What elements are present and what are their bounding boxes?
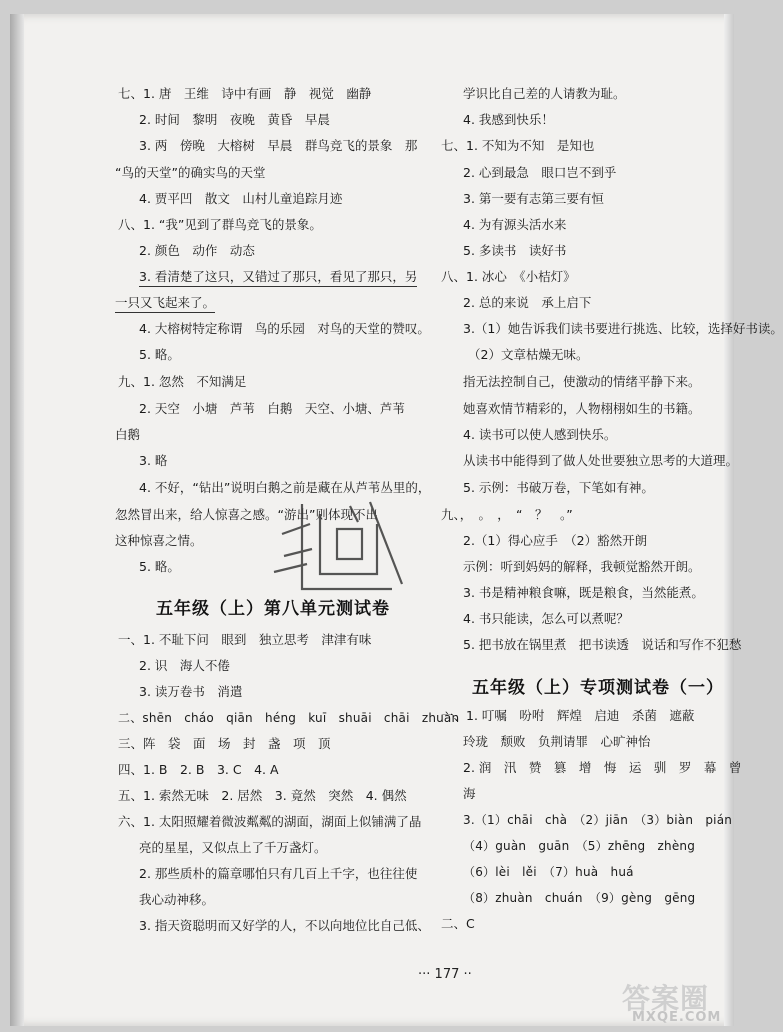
watermark-url: MXQE.COM [632, 1010, 722, 1025]
answer-line: 4. 为有源头活水来 [463, 217, 567, 232]
answer-line: 2. 颜色 动作 动态 [139, 243, 255, 258]
answer-line: 一、1. 叮嘱 吩咐 辉煌 启迪 杀菌 遮蔽 [441, 708, 695, 723]
answer-line: 示例：听到妈妈的解释，我顿觉豁然开朗。 [463, 559, 701, 574]
answer-line: 3. 读万卷书 消遣 [139, 684, 243, 699]
answer-line: 2. 识 海人不倦 [139, 658, 230, 673]
answer-line: 3.（1）她告诉我们读书要进行挑选、比较，选择好书读。 [463, 321, 783, 336]
answer-line: 一、1. 不耻下问 眼到 独立思考 津津有味 [118, 632, 372, 647]
answer-line: 2. 时间 黎明 夜晚 黄昏 早晨 [139, 112, 330, 127]
answer-line: 七、1. 唐 王维 诗中有画 静 视觉 幽静 [118, 86, 372, 101]
answer-line: 2. 那些质朴的篇章哪怕只有几百上千字，也往往使 [139, 866, 418, 881]
answer-line [139, 269, 417, 285]
answer-line: 八、1. 冰心 《小桔灯》 [441, 269, 576, 284]
answer-line: 六、1. 太阳照耀着微波粼粼的湖面，湖面上似铺满了晶 [118, 814, 422, 829]
page-number-dots: ·· [463, 967, 472, 982]
answer-line: 3. 指天资聪明而又好学的人，不以向地位比自己低、 [139, 918, 430, 933]
answer-line: 5. 把书放在锅里煮 把书读透 说话和写作不犯愁 [463, 637, 742, 652]
pinyin-answer-line: 二、shēn cháo qiān héng kuī shuāi chāi zhuàn [118, 711, 460, 725]
answer-line: 3. 第一要有志第三要有恒 [463, 191, 604, 206]
answer-line: 白鹅 [115, 427, 141, 442]
binding-shadow [10, 14, 24, 1026]
answer-line: 九、， 。 ， “ ？ 。” [441, 507, 573, 522]
pinyin-answer-line: （6）lèi lěi （7）huà huá [463, 865, 634, 879]
page-number [418, 967, 472, 982]
answer-line: 学识比自己差的人请教为耻。 [463, 86, 626, 101]
page-edge [724, 14, 734, 1026]
section-title: 五年级（上）专项测试卷（一） [472, 678, 724, 698]
answer-line: （2）文章枯燥无味。 [468, 347, 589, 362]
page-number-dots: ··· [418, 967, 431, 982]
watermark-logo: 答案圈 [622, 982, 710, 1015]
answer-line: 2.（1）得心应手 （2）豁然开朗 [463, 533, 648, 548]
answer-line: “鸟的天堂”的确实鸟的天堂 [115, 165, 266, 180]
answer-line: 亮的星星，又似点上了千万盏灯。 [139, 840, 327, 855]
answer-line: 五、1. 索然无味 2. 居然 3. 竟然 突然 4. 偶然 [118, 788, 407, 803]
answer-line: 2. 总的来说 承上启下 [463, 295, 592, 310]
answer-line: 从读书中能得到了做人处世要独立思考的大道理。 [463, 453, 739, 468]
ink-stamp-mark [262, 494, 412, 604]
answer-line: 九、1. 忽然 不知满足 [118, 374, 247, 389]
answer-line: 4. 书只能读，怎么可以煮呢？ [463, 611, 629, 626]
answer-line: 八、1. “我”见到了群鸟竞飞的景象。 [118, 217, 322, 232]
answer-line: 三、阵 袋 面 场 封 盏 项 顶 [118, 736, 331, 751]
answer-line: 她喜欢情节精彩的，人物栩栩如生的书籍。 [463, 401, 701, 416]
pinyin-answer-line: 3.（1）chāi chà （2）jiān （3）biàn pián [463, 813, 733, 827]
pinyin-answer-line: （8）zhuàn chuán （9）gèng gēng [463, 891, 696, 905]
answer-line: 2. 润 汛 赞 篡 增 悔 运 驯 罗 幕 曾 [463, 760, 742, 775]
answer-line: 2. 心到最急 眼口岂不到乎 [463, 165, 617, 180]
answer-line: 3. 略 [139, 453, 168, 468]
answer-line: 4. 读书可以使人感到快乐。 [463, 427, 617, 442]
answer-line: 玲珑 颓败 负荆请罪 心旷神怡 [463, 734, 651, 749]
answer-line: 4. 贾平凹 散文 山村儿童追踪月迹 [139, 191, 343, 206]
underlined-answer: 一只又飞起来了。 [115, 295, 215, 313]
answer-line: 4. 不好，“钻出”说明白鹅之前是藏在从芦苇丛里的， [139, 480, 431, 495]
answer-line: 忽然冒出来，给人惊喜之感。“游出”则体现不出 [115, 507, 378, 522]
page-number-value: 177 [434, 967, 460, 982]
answer-line: 2. 天空 小塘 芦苇 白鹅 天空、小塘、芦苇 [139, 401, 405, 416]
answer-line: 四、1. B 2. B 3. C 4. A [118, 762, 279, 777]
answer-line: 3. 书是精神粮食嘛，既是粮食，当然能煮。 [463, 585, 704, 600]
pinyin-answer-line: （4）guàn guān （5）zhēng zhèng [463, 839, 696, 853]
answer-line: 5. 示例：书破万卷，下笔如有神。 [463, 480, 654, 495]
section-title: 五年级（上）第八单元测试卷 [156, 599, 390, 619]
underlined-answer: 3. 看清楚了这只，又错过了那只，看见了那只，另 [139, 269, 417, 287]
answer-line [115, 295, 215, 311]
answer-line: 我心动神移。 [139, 892, 215, 907]
answer-line: 二、C [441, 916, 475, 931]
answer-line: 海 [463, 786, 476, 801]
answer-line: 5. 多读书 读好书 [463, 243, 567, 258]
answer-line: 指无法控制自己，使激动的情绪平静下来。 [463, 374, 701, 389]
answer-line: 5. 略。 [139, 559, 180, 574]
answer-line: 4. 大榕树特定称谓 鸟的乐园 对鸟的天堂的赞叹。 [139, 321, 430, 336]
answer-line: 这种惊喜之情。 [115, 533, 203, 548]
answer-line: 4. 我感到快乐！ [463, 112, 554, 127]
answer-line: 七、1. 不知为不知 是知也 [441, 138, 595, 153]
answer-line: 3. 两 傍晚 大榕树 早晨 群鸟竞飞的景象 那 [139, 138, 418, 153]
answer-line: 5. 略。 [139, 347, 180, 362]
